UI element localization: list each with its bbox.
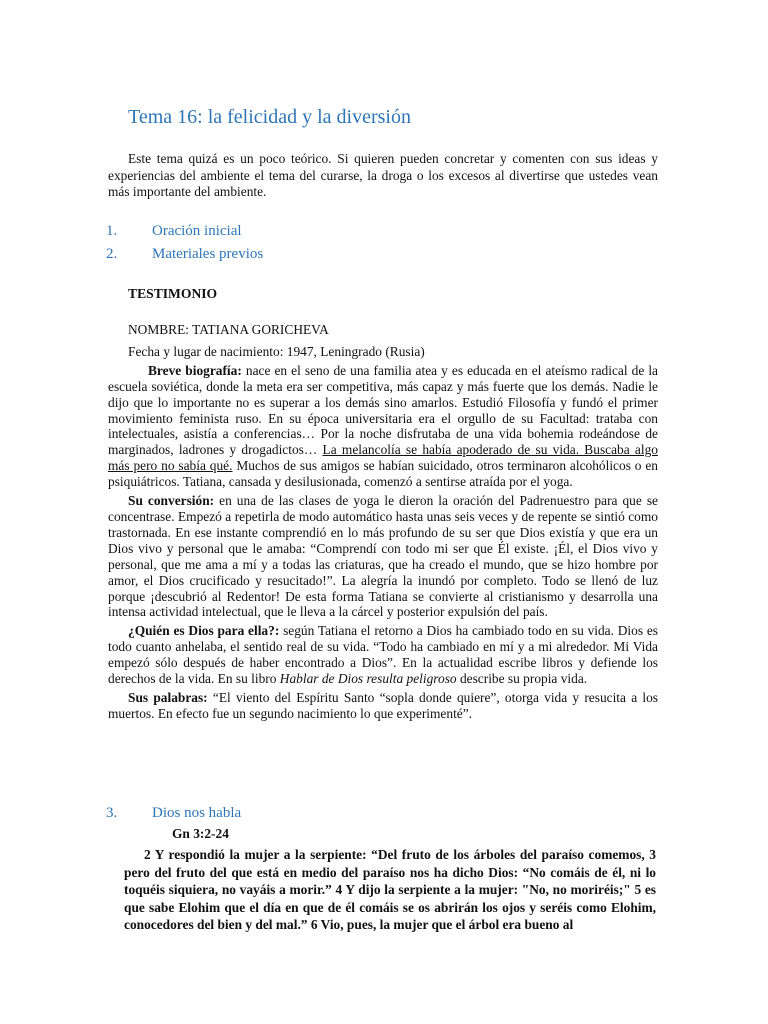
- testimonio-body: [108, 322, 658, 725]
- fecha-line: Fecha y lugar de nacimiento: 1947, Leningrado (Rusia): [128, 343, 425, 359]
- testimonio-title: TESTIMONIO: [128, 286, 218, 301]
- conversion-paragraph: [108, 493, 658, 620]
- bio-text: nace en el seno de una familia atea y es educada en el ateísmo radical de la escuela soviética, donde la meta era ser competitiva, más capaz y más fuerte que los demás. Nadie le dijo que lo importante no es superar a los demás sino amarlos. Estudió Filosofía y fundó el primer movimiento feminista ruso. En su época universitaria era el orgullo de su Facultad: trataba con intelectuales, asistía a conferencias… Por la noche disfrutaba de una vida bohemia rodeándose de marginados, ladrones y drogadictos…: [108, 362, 659, 458]
- scripture-reference: Gn 3:2-24: [172, 826, 229, 841]
- bio-underlined: La melancolía se había apoderado de su vida. Buscaba algo más pero no sabía qué.: [108, 442, 658, 474]
- list-label: Materiales previos: [152, 246, 264, 262]
- palabras-text: “El viento del Espíritu Santo “sopla donde quiere”, otorga vida y resucita a los muertos. En efecto fue un segundo nacimiento lo que experimenté”.: [108, 689, 658, 721]
- list-item-oracion: [106, 223, 242, 240]
- conversion-label: Su conversión:: [128, 493, 215, 509]
- palabras-paragraph: [108, 690, 658, 722]
- bio-paragraph: [108, 363, 658, 490]
- conversion-text: en una de las clases de yoga le dieron la oración del Padrenuestro para que se concentrase. Empezó a repetirla de modo automático hasta unas seis veces y de repente se sintió como trastornada. En ese instante comprendió en lo más profundo de su ser que Dios existía y que era un Dios vivo y personal que le amaba: “Comprendí con todo mi ser que Él existe. ¡Él, el Dios vivo y personal, que me ama a mí y a todas las criaturas, que ha creado el mundo, que se hizo hombre por amor, el Dios crucificado y resucitado!”. La alegría la inundó por completo. Todo se llenó de luz porque ¡descubrió al Redentor! De esta forma Tatiana se convierte al cristianismo y desarrolla una intensa actividad intelectual, que le lleva a la cárcel y posterior expulsión del país.: [108, 493, 658, 620]
- quien-paragraph: [108, 623, 658, 687]
- quien-text-2: describe su propia vida.: [456, 671, 588, 687]
- quien-label: ¿Quién es Dios para ella?:: [128, 623, 280, 639]
- intro-text: Este tema quizá es un poco teórico. Si quieren pueden concretar y comenten con sus ideas y experiencias del ambiente el tema del curarse, la droga o los excesos al divertirse que ustedes vean más importante del ambiente.: [108, 151, 658, 199]
- list-label: Oración inicial: [152, 223, 242, 239]
- intro-paragraph: [108, 151, 658, 201]
- scripture-text: [124, 846, 656, 934]
- list-item-materiales: [106, 246, 263, 263]
- verse-text: 2 Y respondió la mujer a la serpiente: “Del fruto de los árboles del paraíso comemos, 3 pero del fruto del que está en medio del paraíso nos ha dicho Dios: “No comáis de él, ni lo toquéis siquiera, no vayáis a morir.” 4 Y dijo la serpiente a la mujer: "No, no moriréis;" 5 es que sabe Elohim que el día en que de él comáis se os abrirán los ojos y seréis como Elohim, conocedores del bien y del mal.” 6 Vio, pues, la mujer que el árbol era bueno al: [124, 847, 656, 932]
- list-number: 1.: [106, 223, 118, 239]
- bio-text-2: Muchos de sus amigos se habían suicidado, otros terminaron alcohólicos o en psiquiátricos. Tatiana, cansada y desilusionada, comenzó a sentirse atraída por el yoga.: [108, 458, 659, 490]
- list-item-dios-nos-habla: [106, 805, 241, 822]
- bio-label: Breve biografía:: [148, 362, 242, 378]
- list-label: Dios nos habla: [152, 805, 242, 821]
- quien-text: según Tatiana el retorno a Dios ha cambiado todo en su vida. Dios es todo cuanto anhelaba, el sentido real de su vida. “Todo ha cambiado en mí y a mi alrededor. Mi Vida empezó sólo después de haber encontrado a Dios”. En la actualidad escribe libros y defiende los derechos de la vida. En su libro: [108, 623, 659, 687]
- page-title: Tema 16: la felicidad y la diversión: [128, 106, 411, 128]
- palabras-label: Sus palabras:: [128, 689, 208, 705]
- list-number: 3.: [106, 805, 118, 821]
- list-number: 2.: [106, 246, 118, 262]
- nombre-line: NOMBRE: TATIANA GORICHEVA: [128, 322, 329, 337]
- book-title: Hablar de Dios resulta peligroso: [279, 671, 457, 687]
